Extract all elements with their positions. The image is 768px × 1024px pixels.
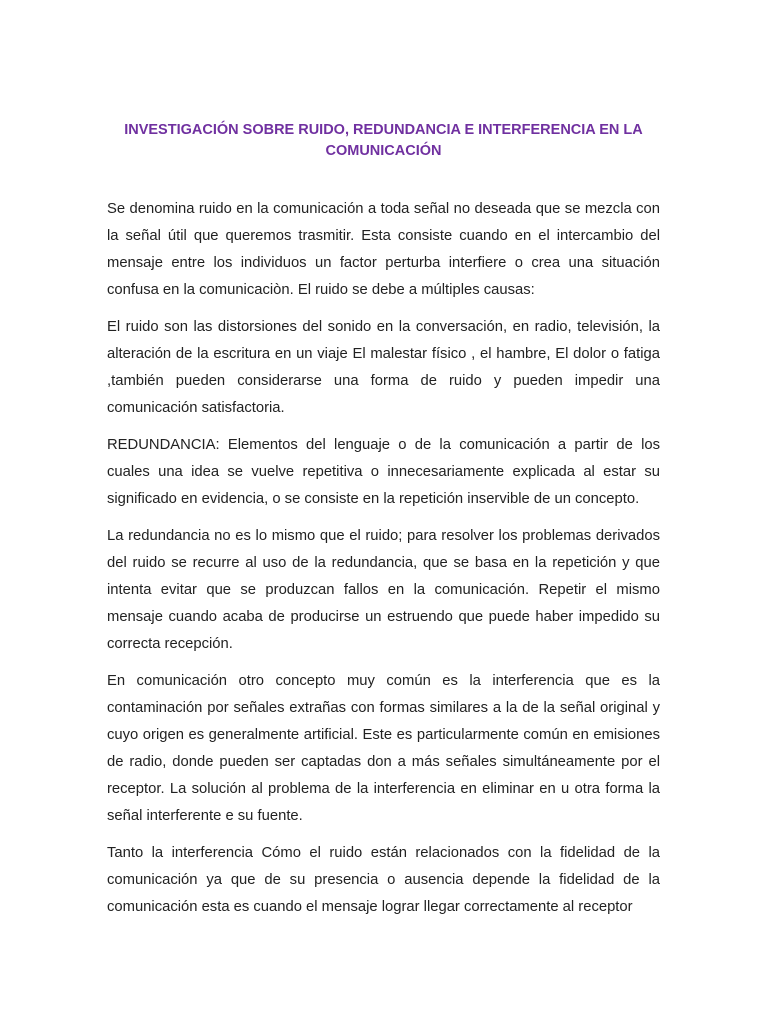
paragraph-ruido-definicion: Se denomina ruido en la comunicación a toda señal no deseada que se mezcla con la señal útil que queremos trasmitir. Esta consiste cuando en el intercambio del mensaje entre los individuos un factor perturba interfiere o crea una situación confusa en la comunicaciòn. El ruido se debe a múltiples causas: [107, 201, 660, 298]
paragraph-redundancia-definicion: REDUNDANCIA: Elementos del lenguaje o de la comunicación a partir de los cuales una idea se vuelve repetitiva o innecesariamente explicada al estar su significado en evidencia, o se consiste en la repetición inservible de un concepto. [107, 437, 660, 507]
paragraph-fidelidad: Tanto la interferencia Cómo el ruido están relacionados con la fidelidad de la comunicación ya que de su presencia o ausencia depende la fidelidad de la comunicación esta es cuando el mensaje lograr llegar correctamente al receptor [107, 845, 660, 915]
paragraph-redundancia-vs-ruido: La redundancia no es lo mismo que el ruido; para resolver los problemas derivados del ruido se recurre al uso de la redundancia, que se basa en la repetición y que intenta evitar que se produzcan fallos en la comunicación. Repetir el mismo mensaje cuando acaba de producirse un estruendo que puede haber impedido su correcta recepción. [107, 528, 660, 652]
document-title: INVESTIGACIÓN SOBRE RUIDO, REDUNDANCIA E INTERFERENCIA EN LA COMUNICACIÓN [124, 122, 643, 159]
paragraph-interferencia: En comunicación otro concepto muy común es la interferencia que es la contaminación por señales extrañas con formas similares a la de la señal original y cuyo origen es generalmente artificial. Este es particularmente común en emisiones de radio, donde pueden ser captadas don a más señales simultáneamente por el receptor. La solución al problema de la interferencia en eliminar en u otra forma la señal interferente e su fuente. [107, 673, 660, 824]
paragraph-ruido-ejemplos: El ruido son las distorsiones del sonido en la conversación, en radio, televisión, la alteración de la escritura en un viaje El malestar físico , el hambre, El dolor o fatiga ,también pueden considerarse una forma de ruido y pueden impedir una comunicación satisfactoria. [107, 319, 660, 416]
